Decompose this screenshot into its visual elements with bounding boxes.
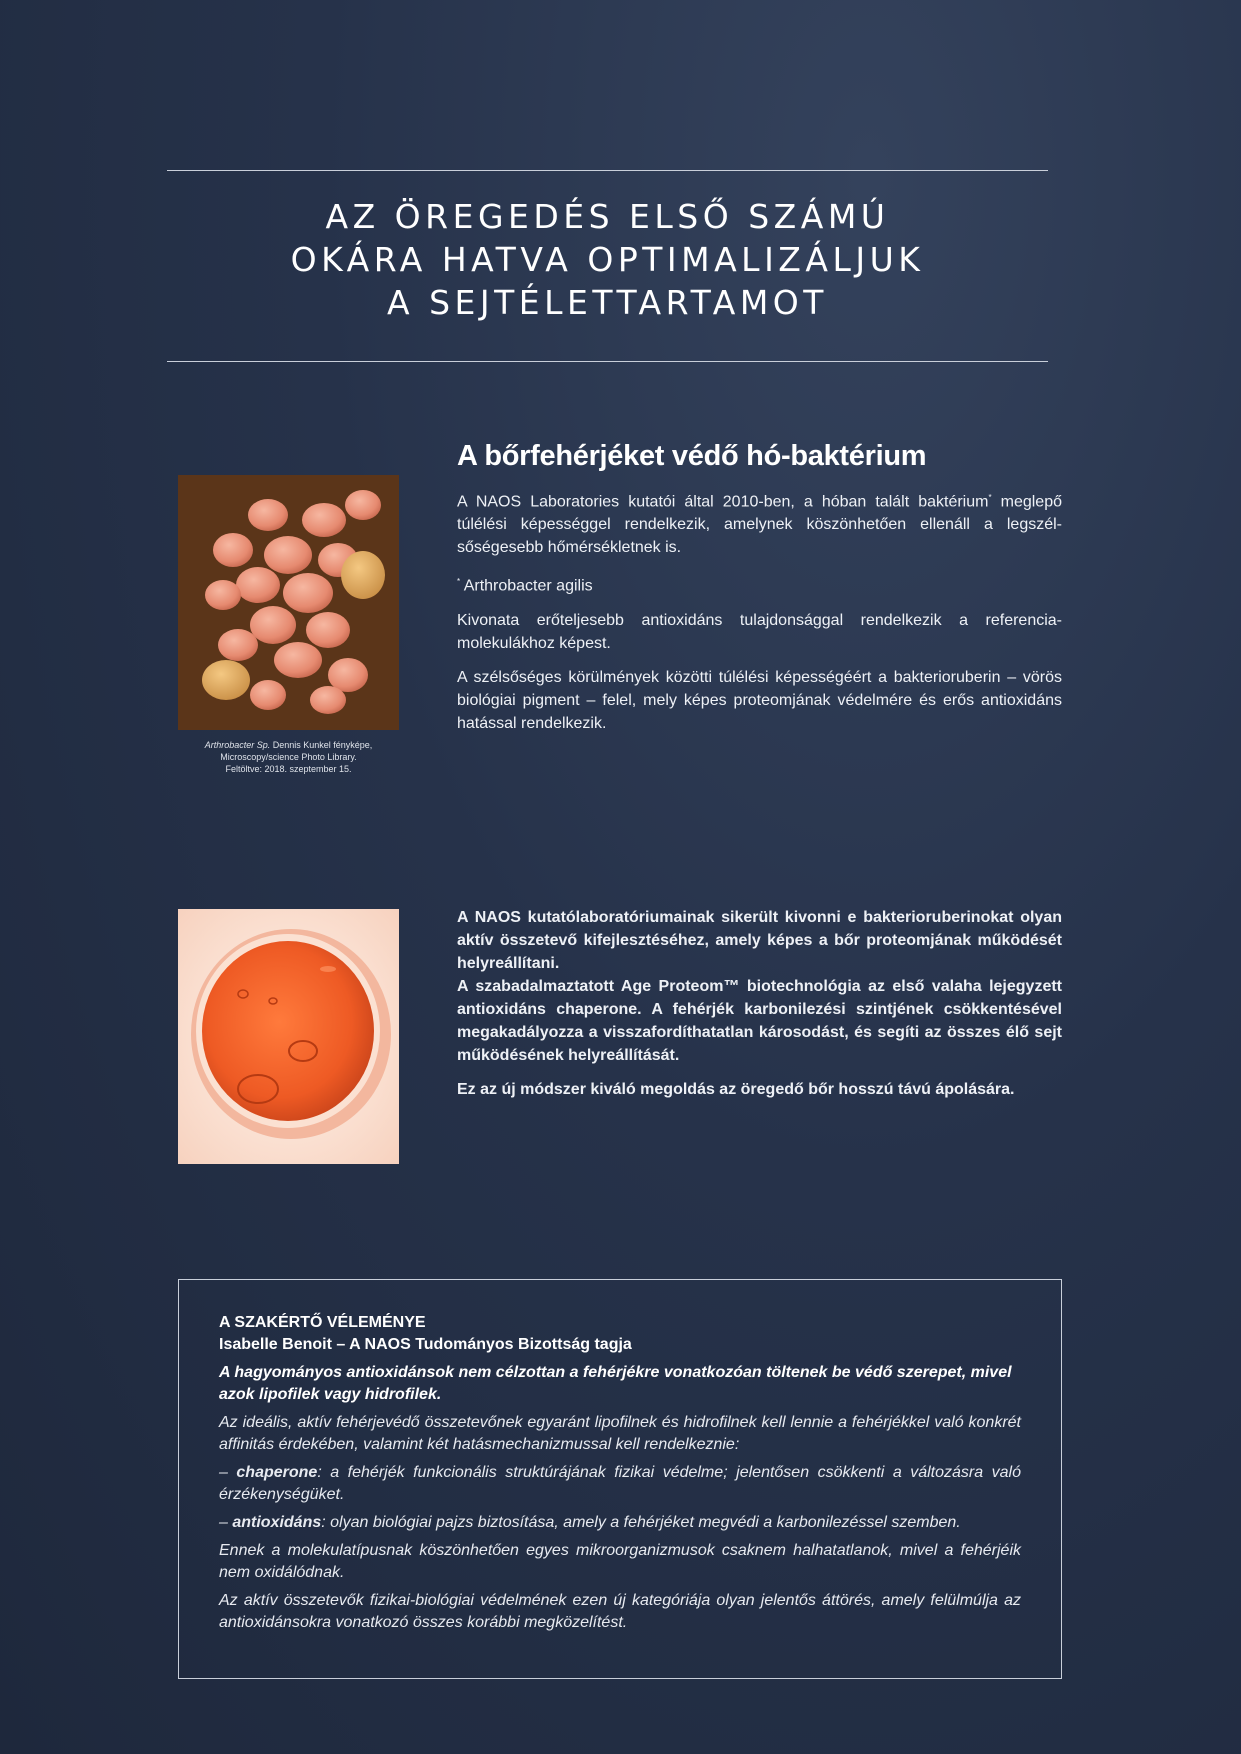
section-1-paragraph-3: A szélsőséges körülmények közötti túlélési képességéért a bakterioruberin – vörös biológiai pigment – felel, mely képes proteomjának védelmére és erős antioxidáns hatással rendelkezik. xyxy=(457,668,1062,732)
headline-line-3: A SEJTÉLETTARTAMOT xyxy=(387,283,828,322)
headline-line-2: OKÁRA HATVA OPTIMALIZÁLJUK xyxy=(290,240,925,279)
caption-credit: Dennis Kunkel fényképe, xyxy=(270,740,373,750)
petri-dish-image xyxy=(178,909,399,1164)
expert-bullet-chaperone: – chaperone: a fehérjék funkcionális struktúrájának fizikai védelme; jelentősen csökkenti a változásra való érzékenységüket. xyxy=(219,1464,1022,1503)
caption-date: Feltöltve: 2018. szeptember 15. xyxy=(225,764,352,774)
bacteria-micrograph-image xyxy=(178,475,399,730)
expert-paragraph-1: Az ideális, aktív fehérjevédő összetevőnek egyaránt lipofilnek és hidrofilnek kell lennie a fehérjékkel való konkrét affinitás érdekében, valamint két hatásmechanizmussal kell rendelkeznie: xyxy=(219,1414,1021,1453)
expert-bullet-antioxidans: – antioxidáns: olyan biológiai pajzs biztosítása, amely a fehérjéket megvédi a karbonilezéssel szemben. xyxy=(219,1514,961,1531)
expert-lead: A hagyományos antioxidánsok nem célzottan a fehérjékre vonatkozóan töltenek be védő szerepet, mivel azok lipofilek vagy hidrofilek. xyxy=(219,1364,1012,1403)
headline-line-1: AZ ÖREGEDÉS ELSŐ SZÁMÚ xyxy=(325,197,890,236)
expert-paragraph-3: Az aktív összetevők fizikai-biológiai védelmének ezen új kategóriája olyan jelentős áttörés, amely felülmúlja az antioxidánsokra vonatkozó összes korábbi megközelítést. xyxy=(219,1592,1021,1631)
headline-bottom-divider xyxy=(167,361,1048,362)
section-1-body xyxy=(457,486,1062,746)
section-2-paragraph-3: Ez az új módszer kiváló megoldás az öregedő bőr hosszú távú ápolására. xyxy=(457,1081,1015,1098)
footnote: * Arthrobacter agilis xyxy=(457,577,593,595)
section-2-body xyxy=(457,906,1062,1101)
expert-heading: A SZAKÉRTŐ VÉLEMÉNYE xyxy=(219,1314,426,1331)
top-divider xyxy=(167,170,1048,171)
caption-library: Microscopy/science Photo Library. xyxy=(220,752,357,762)
section-1-paragraph-2: Kivonata erőteljesebb antioxidáns tulajdonsággal rendelkezik a referenciamolekulákhoz képest. xyxy=(457,611,1062,652)
section-2-paragraph-2: A szabadalmaztatott Age Proteom™ biotechnológia az első valaha lejegyzett antioxidáns chaperone. A fehérjék karbonilezési szintjének csökkentésével megakadályozza a visszafordíthatatlan károsodást, és segíti az összes élő sejt működésének helyreállítását. xyxy=(457,978,1062,1064)
section-title: A bőrfehérjéket védő hó-baktérium xyxy=(457,440,927,472)
section-1-paragraph-1: A NAOS Laboratories kutatói által 2010-ben, a hóban talált baktérium* meglepő túlélési képességgel rendelkezik, amelynek köszönhetően ellenáll a legszélsőségesebb hőmérsékletnek is. xyxy=(457,493,1062,557)
expert-paragraph-2: Ennek a molekulatípusnak köszönhetően egyes mikroorganizmusok csaknem halhatatlanok, mivel a fehérjéik nem oxidálódnak. xyxy=(219,1542,1021,1581)
caption-species: Arthrobacter Sp. xyxy=(204,740,271,750)
page-headline xyxy=(167,195,1048,324)
section-2-paragraph-1: A NAOS kutatólaboratóriumainak sikerült kivonni e bakterioruberinokat olyan aktív összetevő kifejlesztéséhez, amely képes a bőr proteomjának működését helyreállítani. xyxy=(457,909,1062,972)
image-caption xyxy=(168,739,409,775)
expert-name: Isabelle Benoit – A NAOS Tudományos Bizottság tagja xyxy=(219,1336,632,1353)
expert-opinion-box xyxy=(178,1279,1062,1679)
